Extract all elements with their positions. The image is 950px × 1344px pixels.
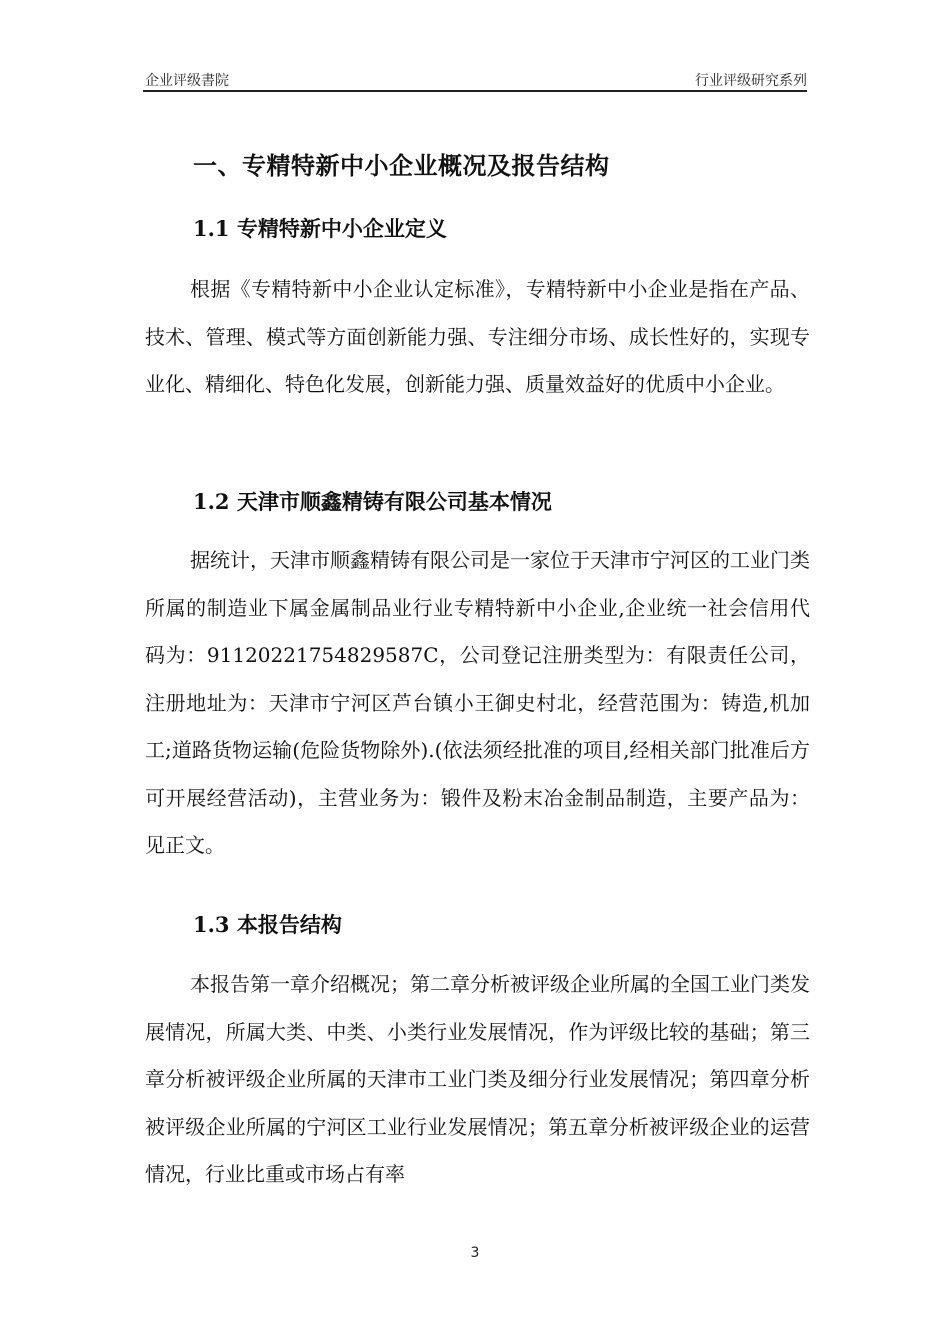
header-divider xyxy=(143,90,807,92)
section-paragraph-1-3: 本报告第一章介绍概况；第二章分析被评级企业所属的全国工业门类发展情况，所属大类、中类、小类行业发展情况，作为评级比较的基础；第三章分析被评级企业所属的天津市工业门类及细分行业发展情况；第四章分析被评级企业所属的宁河区工业行业发展情况；第五章分析被评级企业的运营情况，行业比重或市场占有率 xyxy=(145,972,810,1186)
chapter-title: 一、专精特新中小企业概况及报告结构 xyxy=(193,151,610,180)
section-title-1-1: 1.1 专精特新中小企业定义 xyxy=(193,216,447,241)
section-paragraph-1-1: 根据《专精特新中小企业认定标准》，专精特新中小企业是指在产品、技术、管理、模式等方面创新能力强、专注细分市场、成长性好的，实现专业化、精细化、特色化发展，创新能力强、质量效益好的优质中小企业。 xyxy=(145,277,810,396)
section-title-1-3: 1.3 本报告结构 xyxy=(193,912,342,937)
header-left-text: 企业评级書院 xyxy=(145,73,229,89)
section-paragraph-1-2: 据统计，天津市顺鑫精铸有限公司是一家位于天津市宁河区的工业门类所属的制造业下属金属制品业行业专精特新中小企业,企业统一社会信用代码为：91120221754829587C，公司登记注册类型为：有限责任公司，注册地址为：天津市宁河区芦台镇小王御史村北，经营范围为：铸造,机加工;道路货物运输(危险货物除外).(依法须经批准的项目,经相关部门批准后方可开展经营活动)，主营业务为：锻件及粉末冶金制品制造，主要产品为：见正文。 xyxy=(145,548,810,857)
section-title-1-2: 1.2 天津市顺鑫精铸有限公司基本情况 xyxy=(193,489,552,514)
header-right-text: 行业评级研究系列 xyxy=(695,73,807,89)
page-number: 3 xyxy=(470,1245,480,1261)
